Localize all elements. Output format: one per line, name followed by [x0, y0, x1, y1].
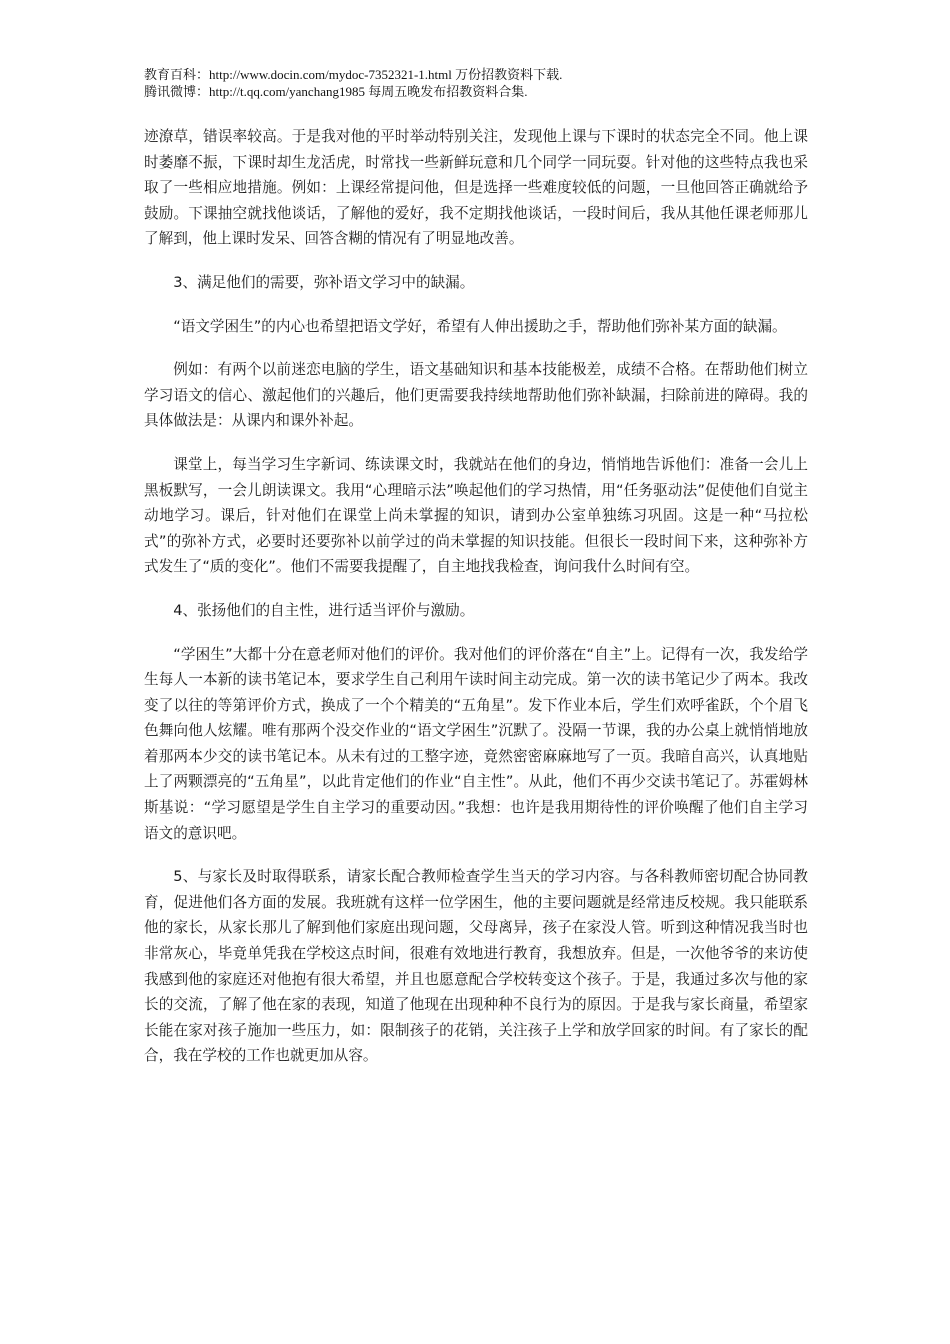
- paragraph: “学困生”大都十分在意老师对他们的评价。我对他们的评价落在“自主”上。记得有一次，我发给学生每人一本新的读书笔记本，要求学生自己利用午读时间主动完成。第一次的读书笔记少了两本。我改变了以往的等第评价方式，换成了一个个精美的“五角星”。发下作业本后，学生们欢呼雀跃，个个眉飞色舞向他人炫耀。唯有那两个没交作业的“语文学困生”沉默了。没隔一节课，我的办公桌上就悄悄地放着那两本少交的读书笔记本。从未有过的工整字迹，竟然密密麻麻地写了一页。我暗自高兴，认真地贴上了两颗漂亮的“五角星”，以此肯定他们的作业“自主性”。从此，他们不再少交读书笔记了。苏霍姆林斯基说：“学习愿望是学生自主学习的重要动因。”我想：也许是我用期待性的评价唤醒了他们自主学习语文的意识吧。: [144, 645, 808, 842]
- section-heading-3: 3、满足他们的需要，弥补语文学习中的缺漏。: [173, 273, 475, 291]
- section-heading-5-paragraph: 5、与家长及时取得联系，请家长配合教师检查学生当天的学习内容。与各科教师密切配合协同教育，促进他们各方面的发展。我班就有这样一位学困生，他的主要问题就是经常违反校规。我只能联系他的家长，从家长那儿了解到他们家庭出现问题，父母离异，孩子在家没人管。听到这种情况我当时也非常灰心，毕竟单凭我在学校这点时间，很难有效地进行教育，我想放弃。但是，一次他爷爷的来访使我感到他的家庭还对他抱有很大希望，并且也愿意配合学校转变这个孩子。于是，我通过多次与他的家长的交流，了解了他在家的表现，知道了他现在出现种种不良行为的原因。于是我与家长商量，希望家长能在家对孩子施加一些压力，如：限制孩子的花销，关注孩子上学和放学回家的时间。有了家长的配合，我在学校的工作也就更加从容。: [144, 868, 808, 1065]
- section-heading-4: 4、张扬他们的自主性，进行适当评价与激励。: [173, 601, 475, 619]
- paragraph-continuation: 迹潦草，错误率较高。于是我对他的平时举动特别关注，发现他上课与下课时的状态完全不同。他上课时萎靡不振，下课时却生龙活虎，时常找一些新鲜玩意和几个同学一同玩耍。针对他的这些特点我也采取了一些相应地措施。例如：上课经常提问他，但是选择一些难度较低的问题，一旦他回答正确就给予鼓励。下课抽空就找他谈话，了解他的爱好，我不定期找他谈话，一段时间后，我从其他任课老师那儿了解到，他上课时发呆、回答含糊的情况有了明显地改善。: [144, 128, 808, 248]
- paragraph: 课堂上，每当学习生字新词、练读课文时，我就站在他们的身边，悄悄地告诉他们：准备一会儿上黑板默写，一会儿朗读课文。我用“心理暗示法”唤起他们的学习热情，用“任务驱动法”促使他们自觉主动地学习。课后，针对他们在课堂上尚未掌握的知识，请到办公室单独练习巩固。这是一种“马拉松式”的弥补方式，必要时还要弥补以前学过的尚未掌握的知识技能。但很长一段时间下来，这种弥补方式发生了“质的变化”。他们不需要我提醒了，自主地找我检查，询问我什么时间有空。: [144, 455, 808, 576]
- document-body: [144, 124, 808, 1087]
- header-line-1: 教育百科：http://www.docin.com/mydoc-7352321-1.html 万份招教资料下载.: [144, 67, 563, 82]
- page-header: [144, 66, 824, 100]
- paragraph: “语文学困生”的内心也希望把语文学好，希望有人伸出援助之手，帮助他们弥补某方面的缺漏。: [173, 317, 787, 335]
- paragraph: 例如：有两个以前迷恋电脑的学生，语文基础知识和基本技能极差，成绩不合格。在帮助他们树立学习语文的信心、激起他们的兴趣后，他们更需要我持续地帮助他们弥补缺漏，扫除前进的障碍。我的具体做法是：从课内和课外补起。: [144, 361, 808, 430]
- header-line-2: 腾讯微博：http://t.qq.com/yanchang1985 每周五晚发布招教资料合集.: [144, 84, 528, 99]
